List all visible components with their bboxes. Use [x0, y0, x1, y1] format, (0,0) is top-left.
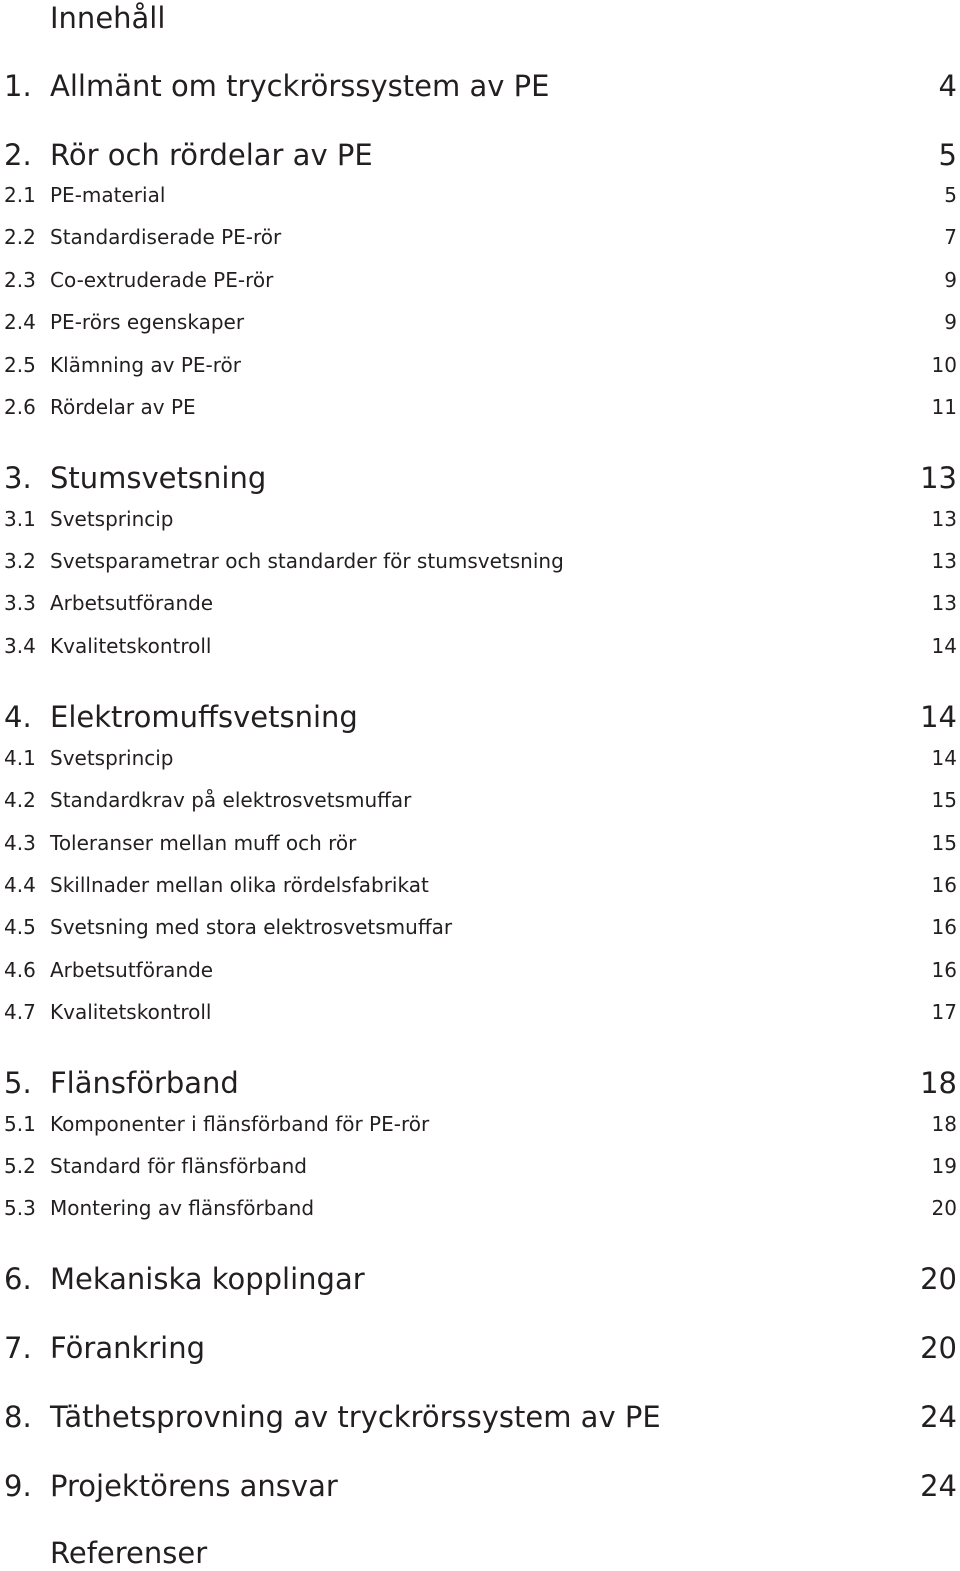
toc-entry-number: 4. [4, 700, 32, 734]
toc-entry-page: 7 [944, 225, 957, 249]
toc-entry-3-3 [0, 589, 957, 617]
toc-entry-title: Rör och rördelar av PE [50, 138, 373, 172]
toc-entry-number: 2.1 [4, 183, 36, 207]
toc-entry-page: 24 [920, 1400, 957, 1434]
toc-entry-3-2 [0, 547, 957, 575]
toc-entry-number: 3.4 [4, 634, 36, 658]
toc-entry-5 [0, 1065, 957, 1101]
toc-entry-number: 3.1 [4, 507, 36, 531]
toc-heading: Innehåll [50, 1, 166, 35]
toc-entry-number: 3. [4, 461, 32, 495]
toc-entry-page: 4 [938, 69, 957, 103]
toc-entry-5-3 [0, 1194, 957, 1222]
toc-entry-title: Kvalitetskontroll [50, 634, 212, 658]
toc-entry-title: Standardiserade PE-rör [50, 225, 282, 249]
toc-entry-page: 11 [931, 395, 957, 419]
toc-entry-number: 5.2 [4, 1154, 36, 1178]
toc-entry-number: 1. [4, 69, 32, 103]
toc-entry-title: Allmänt om tryckrörssystem av PE [50, 69, 550, 103]
toc-entry-page: 5 [938, 138, 957, 172]
toc-entry-title: Montering av flänsförband [50, 1196, 315, 1220]
toc-entry-title: Standardkrav på elektrosvetsmuffar [50, 788, 412, 812]
toc-entry-number: 9. [4, 1469, 32, 1503]
toc-entry-page: 20 [920, 1262, 957, 1296]
toc-entry-page: 24 [920, 1469, 957, 1503]
toc-entry-title: Täthetsprovning av tryckrörssystem av PE [50, 1400, 661, 1434]
toc-entry-2 [0, 137, 957, 173]
toc-entry-page: 15 [931, 831, 957, 855]
toc-entry-page: 18 [920, 1066, 957, 1100]
toc-entry-2-5 [0, 351, 957, 379]
toc-entry-title: Toleranser mellan muff och rör [50, 831, 357, 855]
toc-entry-page: 14 [931, 746, 957, 770]
toc-entry-4-4 [0, 871, 957, 899]
toc-entry-title: Kvalitetskontroll [50, 1000, 212, 1024]
toc-entry-title: Co-extruderade PE-rör [50, 268, 274, 292]
toc-entry-page: 14 [931, 634, 957, 658]
toc-entry-number: 3.3 [4, 591, 36, 615]
toc-entry-title: Rördelar av PE [50, 395, 196, 419]
toc-entry-title: Arbetsutförande [50, 958, 214, 982]
toc-entry-page: 16 [931, 958, 957, 982]
toc-entry-title: Förankring [50, 1331, 206, 1365]
toc-entry-1 [0, 68, 957, 104]
toc-entry-number: 5. [4, 1066, 32, 1100]
toc-entry-title: PE-rörs egenskaper [50, 310, 245, 334]
toc-entry-8 [0, 1399, 957, 1435]
toc-entry-title: Svetsprincip [50, 746, 174, 770]
toc-entry-page: 9 [944, 268, 957, 292]
toc-entry-number: 2.6 [4, 395, 36, 419]
toc-entry-number: 4.1 [4, 746, 36, 770]
toc-entry-4-2 [0, 786, 957, 814]
toc-entry-title: Svetsparametrar och standarder för stumsvetsning [50, 549, 564, 573]
toc-entry-2-6 [0, 393, 957, 421]
toc-entry-4-5 [0, 913, 957, 941]
toc-entry-2-3 [0, 266, 957, 294]
toc-entry-title: Svetsprincip [50, 507, 174, 531]
toc-entry-page: 5 [944, 183, 957, 207]
toc-entry-number: 4.4 [4, 873, 36, 897]
toc-entry-page: 10 [931, 353, 957, 377]
toc-entry-page: 19 [931, 1154, 957, 1178]
toc-entry-title: PE-material [50, 183, 166, 207]
toc-entry-page: 14 [920, 700, 957, 734]
toc-entry-title: Svetsning med stora elektrosvetsmuffar [50, 915, 453, 939]
toc-entry-page: 13 [931, 549, 957, 573]
toc-entry-2-2 [0, 223, 957, 251]
toc-entry-page: 9 [944, 310, 957, 334]
toc-entry-title: Elektromuffsvetsning [50, 700, 358, 734]
toc-entry-3 [0, 460, 957, 496]
toc-entry-title: Klämning av PE-rör [50, 353, 241, 377]
toc-entry-number: 2.2 [4, 225, 36, 249]
toc-entry-title: Stumsvetsning [50, 461, 267, 495]
toc-entry-number: 6. [4, 1262, 32, 1296]
toc-entry-title: Standard för flänsförband [50, 1154, 307, 1178]
toc-entry-number: 2.4 [4, 310, 36, 334]
toc-entry-title: Mekaniska kopplingar [50, 1262, 365, 1296]
toc-entry-page: 13 [920, 461, 957, 495]
toc-entry-2-1 [0, 181, 957, 209]
toc-entry-number: 4.3 [4, 831, 36, 855]
toc-entry-number: 2. [4, 138, 32, 172]
toc-entry-5-1 [0, 1110, 957, 1138]
toc-entry-page: 18 [931, 1112, 957, 1136]
toc-entry-number: 7. [4, 1331, 32, 1365]
toc-entry-title: Arbetsutförande [50, 591, 214, 615]
toc-entry-page: 13 [931, 507, 957, 531]
toc-entry-9 [0, 1468, 957, 1504]
toc-entry-number: 5.3 [4, 1196, 36, 1220]
toc-entry-number: 2.5 [4, 353, 36, 377]
toc-entry-number: 3.2 [4, 549, 36, 573]
toc-entry-4 [0, 699, 957, 735]
references-heading: Referenser [50, 1536, 208, 1570]
toc-entry-page: 20 [931, 1196, 957, 1220]
toc-entry-title: Flänsförband [50, 1066, 239, 1100]
toc-entry-5-2 [0, 1152, 957, 1180]
toc-entry-2-4 [0, 308, 957, 336]
toc-entry-number: 2.3 [4, 268, 36, 292]
toc-entry-title: Komponenter i flänsförband för PE-rör [50, 1112, 430, 1136]
toc-entry-3-1 [0, 505, 957, 533]
toc-entry-page: 16 [931, 873, 957, 897]
toc-entry-3-4 [0, 632, 957, 660]
toc-entry-4-6 [0, 956, 957, 984]
toc-entry-page: 13 [931, 591, 957, 615]
toc-entry-number: 4.6 [4, 958, 36, 982]
toc-entry-7 [0, 1330, 957, 1366]
toc-entry-number: 4.2 [4, 788, 36, 812]
toc-entry-6 [0, 1261, 957, 1297]
toc-entry-title: Projektörens ansvar [50, 1469, 338, 1503]
toc-entry-4-3 [0, 829, 957, 857]
toc-entry-number: 4.7 [4, 1000, 36, 1024]
toc-entry-number: 5.1 [4, 1112, 36, 1136]
toc-entry-page: 20 [920, 1331, 957, 1365]
toc-entry-4-7 [0, 998, 957, 1026]
toc-entry-title: Skillnader mellan olika rördelsfabrikat [50, 873, 429, 897]
toc-entry-page: 15 [931, 788, 957, 812]
toc-entry-number: 4.5 [4, 915, 36, 939]
toc-entry-4-1 [0, 744, 957, 772]
toc-entry-number: 8. [4, 1400, 32, 1434]
toc-entry-page: 16 [931, 915, 957, 939]
toc-entry-page: 17 [931, 1000, 957, 1024]
